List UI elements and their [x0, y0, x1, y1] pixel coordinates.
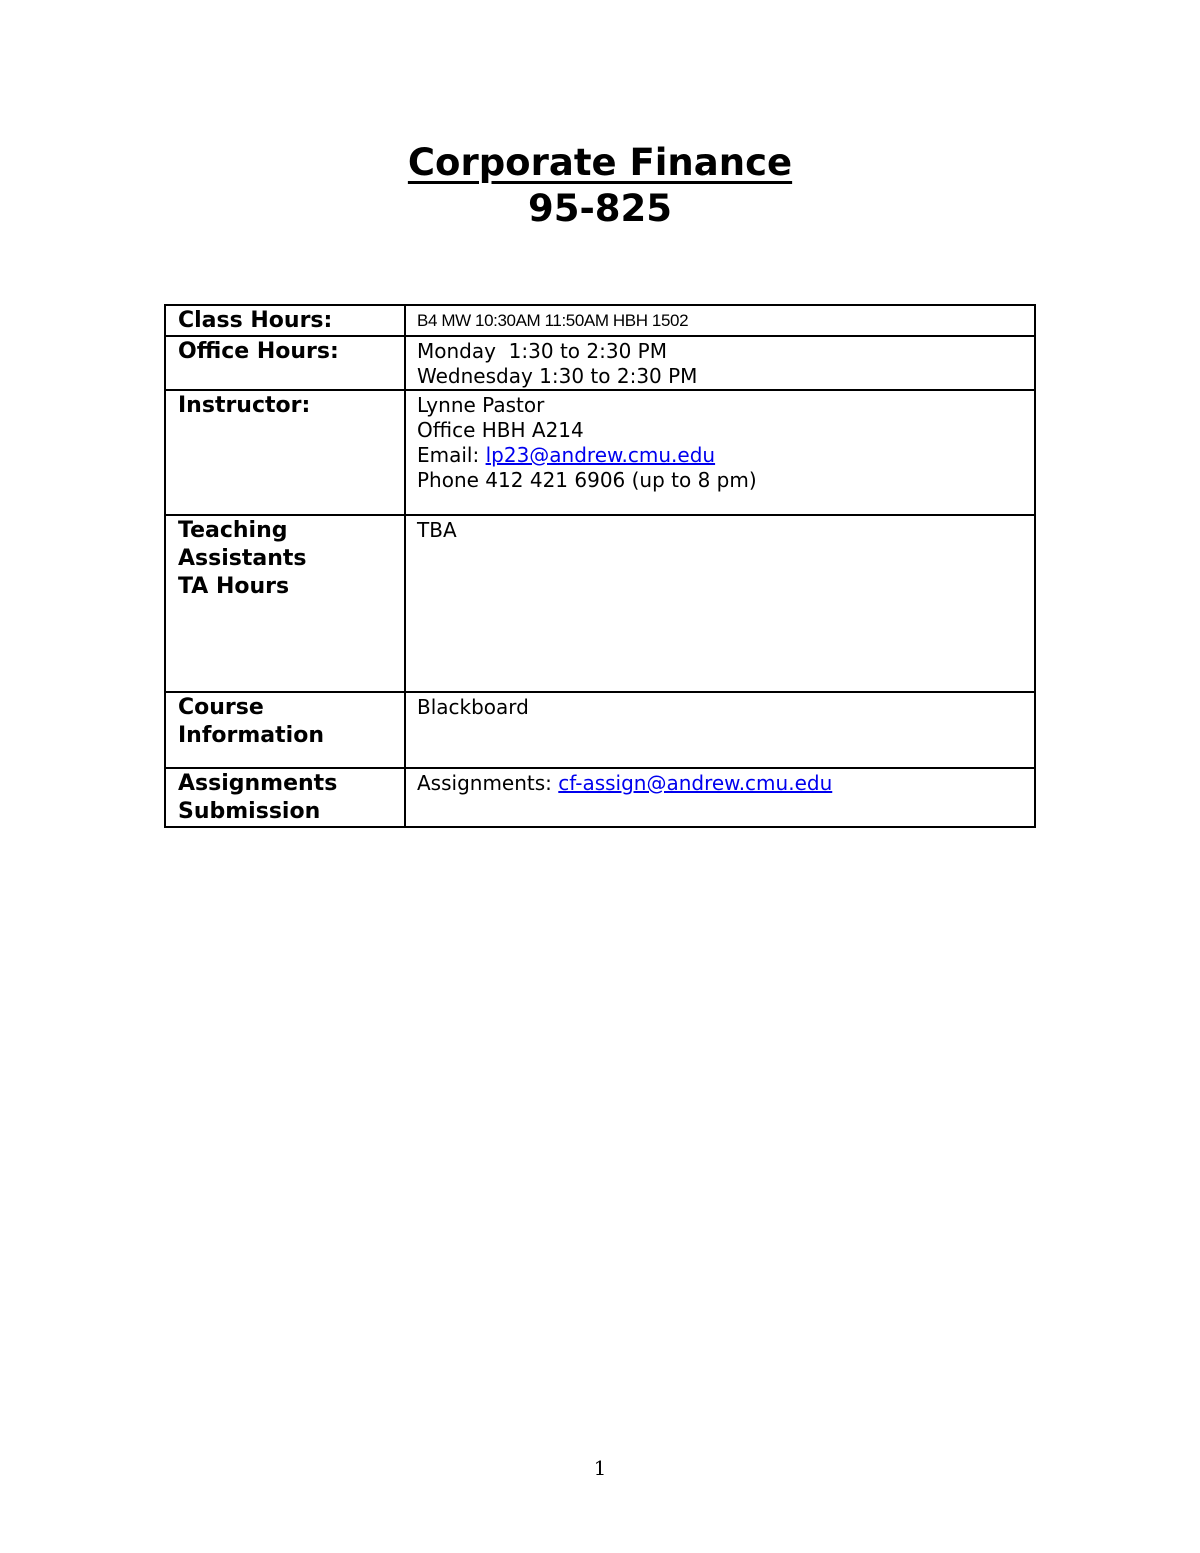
row-instructor	[165, 390, 1035, 515]
row-class-hours	[165, 305, 1035, 336]
teaching-assistants-label-line: TA Hours	[178, 574, 290, 599]
assignments-prefix: Assignments:	[417, 771, 559, 795]
teaching-assistants-label-line: Assistants	[178, 546, 307, 571]
office-hours-line: Wednesday 1:30 to 2:30 PM	[417, 364, 698, 388]
office-hours-label: Office Hours:	[165, 336, 405, 390]
course-number: 95-825	[527, 187, 673, 230]
teaching-assistants-text: TBA	[417, 518, 457, 542]
row-office-hours	[165, 336, 1035, 390]
row-teaching-assistants	[165, 515, 1035, 692]
course-information-label-line: Course	[178, 695, 264, 720]
assignments-submission-value	[405, 768, 1035, 827]
page-number: 1	[593, 1456, 607, 1480]
instructor-label: Instructor:	[165, 390, 405, 515]
assignments-email-link[interactable]: cf-assign@andrew.cmu.edu	[558, 771, 833, 795]
instructor-name: Lynne Pastor	[417, 393, 545, 417]
row-assignments-submission	[165, 768, 1035, 827]
instructor-value	[405, 390, 1035, 515]
instructor-phone: Phone 412 421 6906 (up to 8 pm)	[417, 468, 757, 492]
teaching-assistants-label	[165, 515, 405, 692]
title-block	[0, 140, 1200, 232]
instructor-email-link[interactable]: lp23@andrew.cmu.edu	[485, 443, 716, 467]
row-course-information	[165, 692, 1035, 768]
class-hours-text: B4 MW 10:30AM 11:50AM HBH 1502	[417, 311, 689, 330]
course-information-label	[165, 692, 405, 768]
course-info-table	[164, 304, 1036, 828]
instructor-email-line	[417, 443, 1034, 468]
instructor-email-prefix: Email:	[417, 443, 486, 467]
assignments-submission-label-line: Submission	[178, 799, 321, 824]
document-title: Corporate Finance	[407, 141, 793, 184]
class-hours-value	[405, 305, 1035, 336]
instructor-office: Office HBH A214	[417, 418, 584, 442]
assignments-submission-label	[165, 768, 405, 827]
assignments-submission-label-line: Assignments	[178, 771, 338, 796]
course-information-label-line: Information	[178, 723, 324, 748]
course-information-value	[405, 692, 1035, 768]
teaching-assistants-value	[405, 515, 1035, 692]
office-hours-value	[405, 336, 1035, 390]
teaching-assistants-label-line: Teaching	[178, 518, 288, 543]
course-information-text: Blackboard	[417, 695, 529, 719]
office-hours-line: Monday 1:30 to 2:30 PM	[417, 339, 667, 363]
assignments-submission-line	[417, 771, 1034, 796]
class-hours-label: Class Hours:	[165, 305, 405, 336]
